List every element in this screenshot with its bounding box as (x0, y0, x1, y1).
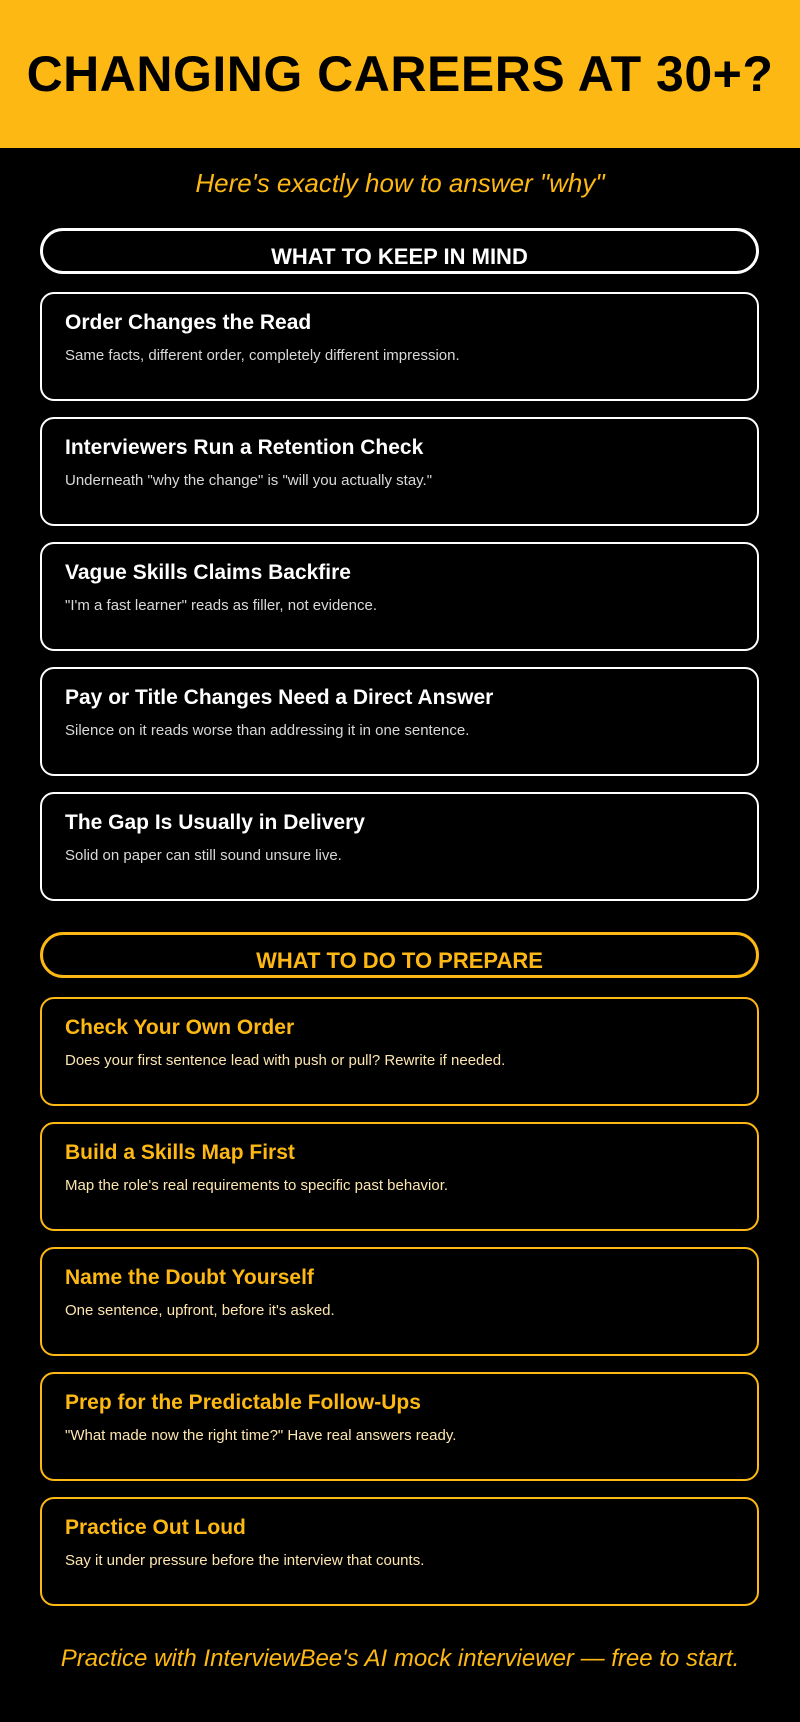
prepare-card (40, 1497, 759, 1606)
card-description: Say it under pressure before the interview that counts. (65, 1552, 425, 1569)
card-description: Solid on paper can still sound unsure live. (65, 847, 342, 864)
card-title: The Gap Is Usually in Delivery (65, 811, 365, 834)
prepare-card (40, 1247, 759, 1356)
section-heading-keep-in-mind: WHAT TO KEEP IN MIND (40, 228, 759, 274)
subtitle: Here's exactly how to answer "why" (195, 168, 605, 198)
card-description: Same facts, different order, completely different impression. (65, 347, 460, 364)
card-description: Silence on it reads worse than addressing it in one sentence. (65, 722, 470, 739)
card-description: "What made now the right time?" Have real answers ready. (65, 1427, 457, 1444)
card-title: Name the Doubt Yourself (65, 1266, 314, 1289)
card-title: Check Your Own Order (65, 1016, 295, 1039)
keep-in-mind-card (40, 542, 759, 651)
keep-in-mind-card (40, 417, 759, 526)
card-description: Map the role's real requirements to specific past behavior. (65, 1177, 449, 1194)
card-title: Practice Out Loud (65, 1516, 246, 1539)
prepare-card (40, 1122, 759, 1231)
card-description: Does your first sentence lead with push or pull? Rewrite if needed. (65, 1052, 506, 1069)
prepare-card (40, 997, 759, 1106)
card-title: Pay or Title Changes Need a Direct Answer (65, 686, 494, 709)
card-title: Vague Skills Claims Backfire (65, 561, 351, 584)
card-description: One sentence, upfront, before it's asked. (65, 1302, 335, 1319)
footer-call-to-action: Practice with InterviewBee's AI mock interviewer — free to start. (60, 1645, 740, 1672)
card-description: "I'm a fast learner" reads as filler, not evidence. (65, 597, 377, 614)
card-description: Underneath "why the change" is "will you actually stay." (65, 472, 433, 489)
section-heading-prepare: WHAT TO DO TO PREPARE (40, 932, 759, 978)
card-title: Prep for the Predictable Follow-Ups (65, 1391, 421, 1414)
header-banner (0, 0, 800, 148)
card-title: Interviewers Run a Retention Check (65, 436, 424, 459)
card-title: Order Changes the Read (65, 311, 312, 334)
keep-in-mind-card (40, 667, 759, 776)
page-title: CHANGING CAREERS AT 30+? (26, 46, 774, 102)
keep-in-mind-card (40, 292, 759, 401)
card-title: Build a Skills Map First (65, 1141, 295, 1164)
prepare-card (40, 1372, 759, 1481)
keep-in-mind-card (40, 792, 759, 901)
